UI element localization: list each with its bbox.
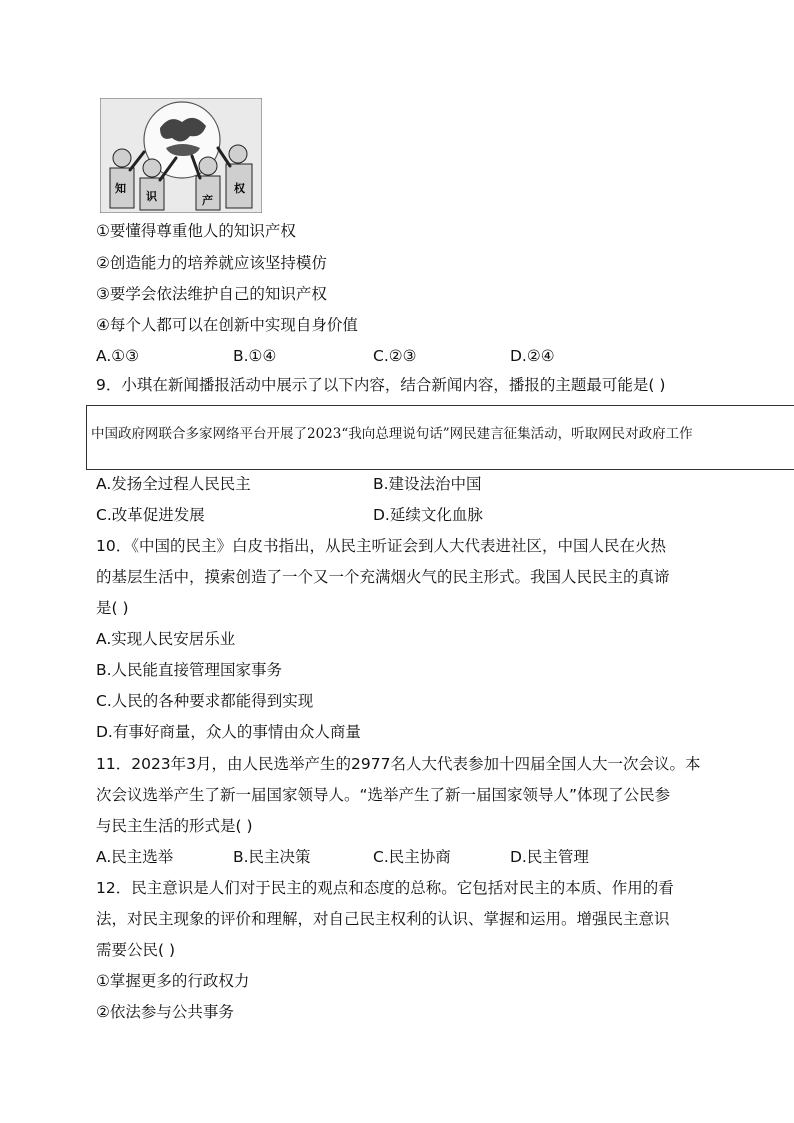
news-text: 中国政府网联合多家网络平台开展了2023“我向总理说句话”网民建言征集活动，听取网民对政府工作 (91, 426, 693, 442)
q11-option-d[interactable]: D.民主管理 (510, 848, 589, 866)
cartoon-label-shi: 识 (146, 190, 157, 203)
q12-item-2: ②依法参与公共事务 (96, 1003, 234, 1021)
q11-option-b[interactable]: B.民主决策 (233, 848, 311, 866)
q10-stem-line-1: 10．《中国的民主》白皮书指出，从民主听证会到人大代表进社区，中国人民在火热 (96, 537, 666, 555)
q11-option-a[interactable]: A.民主选举 (96, 848, 174, 866)
q10-stem-line-2: 的基层生活中，摸索创造了一个又一个充满烟火气的民主形式。我国人民民主的真谛 (96, 568, 670, 586)
q11-stem-line-3: 与民主生活的形式是( ) (96, 817, 253, 835)
q9-stem: 9．小琪在新闻播报活动中展示了以下内容，结合新闻内容，播报的主题最可能是( ) (96, 376, 666, 394)
q8-option-c[interactable]: C.②③ (373, 347, 417, 365)
q11-stem-line-1: 11．2023年3月，由人民选举产生的2977名人大代表参加十四届全国人大一次会议。本 (96, 755, 701, 773)
q10-option-c[interactable]: C.人民的各种要求都能得到实现 (96, 692, 314, 710)
q9-option-b[interactable]: B.建设法治中国 (373, 475, 482, 493)
q12-item-1: ①掌握更多的行政权力 (96, 972, 250, 990)
q8-option-b[interactable]: B.①④ (233, 347, 277, 365)
q9-option-c[interactable]: C.改革促进发展 (96, 506, 205, 524)
q10-option-d[interactable]: D.有事好商量，众人的事情由众人商量 (96, 723, 361, 741)
q8-option-d[interactable]: D.②④ (510, 347, 555, 365)
cartoon-label-quan: 权 (234, 182, 245, 195)
q8-item-3: ③要学会依法维护自己的知识产权 (96, 285, 327, 303)
q10-option-b[interactable]: B.人民能直接管理国家事务 (96, 661, 283, 679)
q10-option-a[interactable]: A.实现人民安居乐业 (96, 630, 236, 648)
q8-item-4: ④每个人都可以在创新中实现自身价值 (96, 316, 358, 334)
cartoon-label-chan: 产 (202, 194, 213, 207)
q8-option-a[interactable]: A.①③ (96, 347, 140, 365)
q9-option-d[interactable]: D.延续文化血脉 (373, 506, 483, 524)
q11-stem-line-2: 次会议选举产生了新一届国家领导人。“选举产生了新一届国家领导人”体现了公民参 (96, 786, 671, 804)
q10-stem-line-3: 是( ) (96, 599, 129, 617)
q11-option-c[interactable]: C.民主协商 (373, 848, 451, 866)
q12-stem-line-3: 需要公民( ) (96, 941, 176, 959)
news-box (86, 405, 794, 470)
q8-item-1: ①要懂得尊重他人的知识产权 (96, 222, 296, 240)
cartoon-illustration (100, 98, 262, 213)
q12-stem-line-2: 法，对民主现象的评价和理解，对自己民主权利的认识、掌握和运用。增强民主意识 (96, 910, 670, 928)
q8-item-2: ②创造能力的培养就应该坚持模仿 (96, 254, 327, 272)
cartoon-label-zhi: 知 (115, 182, 126, 195)
q12-stem-line-1: 12．民主意识是人们对于民主的观点和态度的总称。它包括对民主的本质、作用的看 (96, 879, 674, 897)
q9-option-a[interactable]: A.发扬全过程人民民主 (96, 475, 251, 493)
